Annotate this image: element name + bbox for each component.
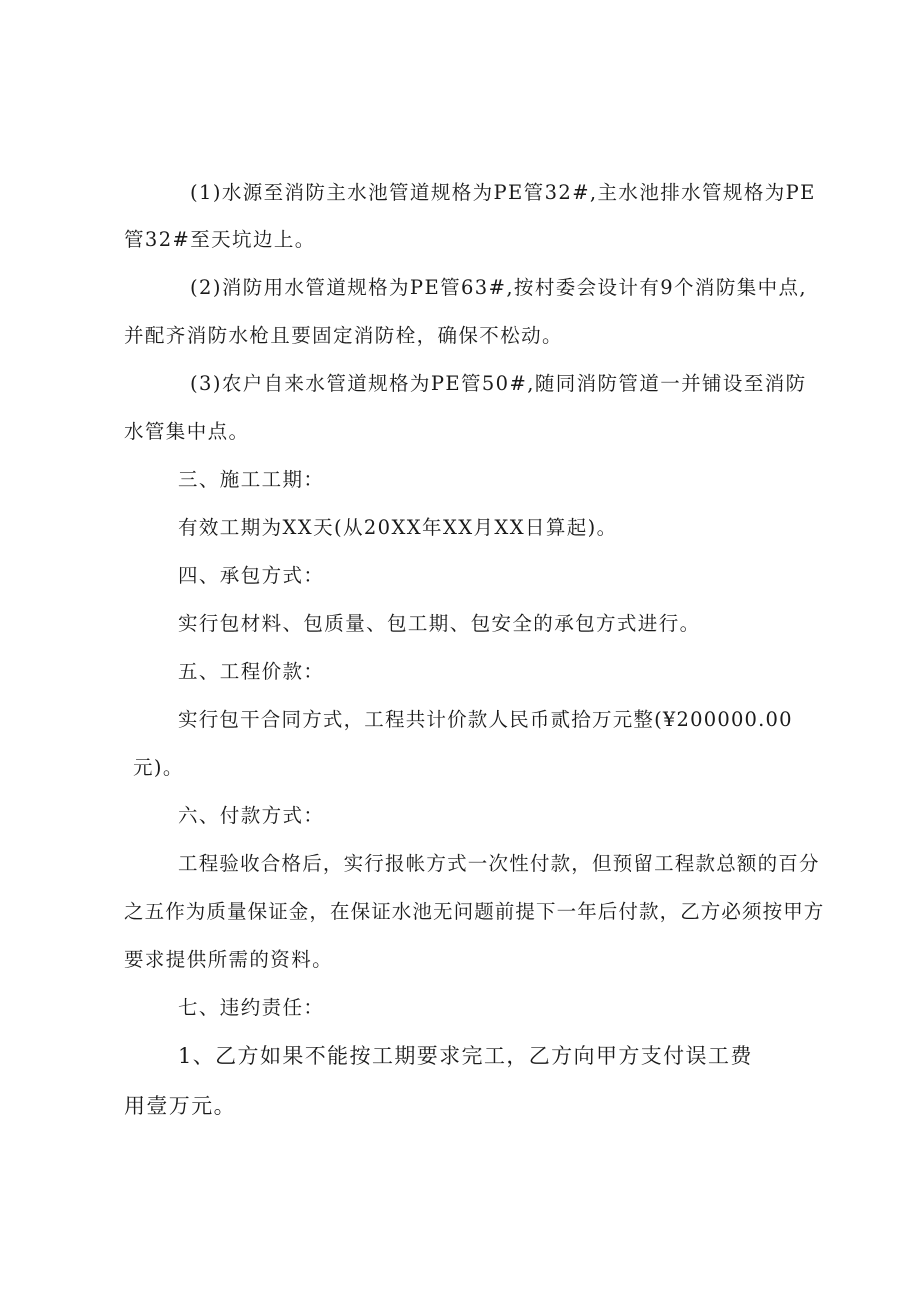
payment-method-text-line-3: 要求提供所需的资料。 <box>124 948 334 971</box>
clause-2-line-2: 并配齐消防水枪且要固定消防栓，确保不松动。 <box>124 324 563 347</box>
clause-3-line-2: 水管集中点。 <box>124 420 250 443</box>
section-heading-construction-period: 三、施工工期： <box>178 468 325 491</box>
clause-1-line-1: (1)水源至消防主水池管道规格为PE管32#,主水池排水管规格为PE <box>190 181 816 204</box>
payment-method-text-line-2: 之五作为质量保证金，在保证水池无问题前提下一年后付款，乙方必须按甲方 <box>124 900 825 923</box>
payment-method-text-line-1: 工程验收合格后，实行报帐方式一次性付款，但预留工程款总额的百分 <box>178 852 820 875</box>
breach-liability-text-line-2: 用壹万元。 <box>124 1094 236 1118</box>
section-heading-breach-liability: 七、违约责任： <box>178 996 325 1019</box>
project-price-text-line-1: 实行包干合同方式，工程共计价款人民币贰拾万元整(¥200000.00 <box>178 708 793 731</box>
clause-1-line-2: 管32#至天坑边上。 <box>124 228 316 251</box>
section-heading-project-price: 五、工程价款： <box>178 660 325 683</box>
construction-period-text: 有效工期为XX天(从20XX年XX月XX日算起)。 <box>178 516 618 539</box>
section-heading-payment-method: 六、付款方式： <box>178 804 325 827</box>
breach-liability-text-line-1: 1、乙方如果不能按工期要求完工，乙方向甲方支付误工费 <box>178 1044 753 1068</box>
project-price-text-line-2: 元)。 <box>133 756 184 779</box>
contract-method-text: 实行包材料、包质量、包工期、包安全的承包方式进行。 <box>178 612 701 635</box>
section-heading-contract-method: 四、承包方式： <box>178 564 325 587</box>
clause-2-line-1: (2)消防用水管道规格为PE管63#,按村委会设计有9个消防集中点, <box>190 276 808 299</box>
clause-3-line-1: (3)农户自来水管道规格为PE管50#,随同消防管道一并铺设至消防 <box>190 372 807 395</box>
